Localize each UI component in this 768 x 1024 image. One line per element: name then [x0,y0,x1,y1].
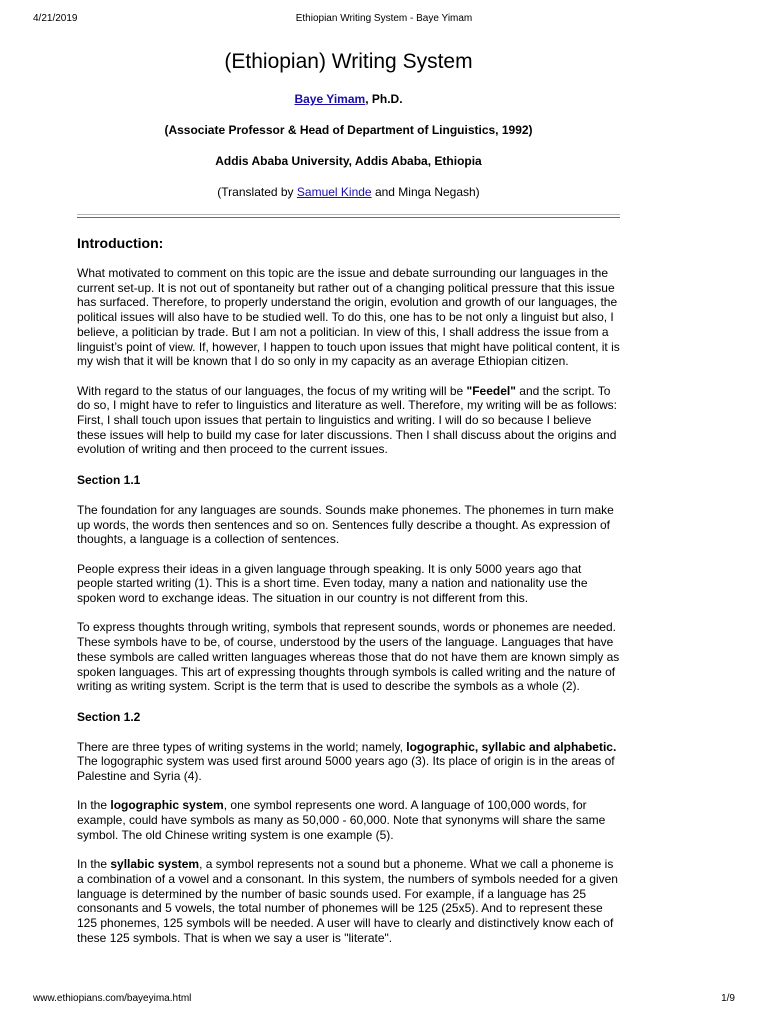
introduction-heading: Introduction: [77,235,164,251]
section-1-2-paragraph-3 [77,857,620,945]
section-1-2-paragraph-1 [77,740,620,784]
print-url: www.ethiopians.com/bayeyima.html [33,993,192,1004]
print-header [33,13,735,25]
feedel-term: "Feedel" [466,383,516,398]
intro-p2-text-a: With regard to the status of our languages, the focus of my writing will be [77,383,467,398]
section-1-2-heading: Section 1.2 [77,709,141,724]
print-footer [33,993,735,1005]
section-1-1-paragraph-1: The foundation for any languages are sounds. Sounds make phonemes. The phonemes in turn make up words, the words then sentences and so on. Sentences fully describe a thought. As expression of thoughts, a language is a collection of sentences. [77,502,614,547]
section-1-1-paragraph-3: To express thoughts through writing, symbols that represent sounds, words or phonemes are needed. These symbols have to be, of course, understood by the users of the language. Languages that have these symbols are called written languages whereas those that do not have them are known simply as spoken languages. This art of expressing thoughts through symbols is called writing and the nature of writing as writing system. Script is the term that is used to describe the symbols as a whole (2). [77,620,620,694]
intro-paragraph-1: What motivated to comment on this topic are the issue and debate surrounding our languages in the current set-up. It is not out of spontaneity but rather out of a changing political pressure that this issue has surfaced. Therefore, to properly understand the origin, evolution and growth of our languages, the political issues will also have to be studied well. To do this, one has to be not only a linguist but also, I believe, a politician by trade. But I am not a politician. In view of this, I shall address the issue from a linguist’s point of view. If, however, I happen to touch upon issues that might have political content, it is my wish that it will be known that I do so only in my capacity as an average Ethiopian citizen. [77,266,620,369]
s12-p2-text-a: In the [77,798,111,813]
translated-prefix: (Translated by [217,185,297,199]
s12-p3-text-b: , a symbol represents not a sound but a phoneme. What we call a phoneme is a combination of a vowel and a consonant. In this system, the numbers of symbols needed for a given language is determined by the number of basic sounds used. For example, if a language has 25 consonants and 5 vowels, the total number of phonemes will be 125 (25x5). And to represent these 125 phonemes, 125 symbols will be needed. A user will have to clearly and distinctively know each of these 125 symbols. That is when we say a user is "literate". [77,857,618,945]
intro-paragraph-2 [77,384,620,458]
section-1-1-heading: Section 1.1 [77,473,141,488]
s12-p3-text-a: In the [77,857,111,872]
author-position: (Associate Professor & Head of Department of Linguistics, 1992) [164,123,533,137]
section-1-1-paragraph-2: People express their ideas in a given language through speaking. It is only 5000 years ago that people started writing (1). This is a short time. Even today, many a nation and nationality use the spoken word to exchange ideas. The situation in our country is not different from this. [77,561,588,606]
horizontal-rule [77,214,620,218]
page-title: (Ethiopian) Writing System [224,50,473,73]
author-link[interactable]: Baye Yimam [294,92,366,106]
intro-p2-text-b: and the script. To do so, I might have to refer to linguistics and literature as well. Therefore, my writing will be as follows: First, I shall touch upon issues that pertain to linguistics and writing. I will do so because I believe these issues will help to build my case for later discussions. Then I shall discuss about the origins and evolution of writing and then proceed to the current issues. [77,383,618,457]
author-university: Addis Ababa University, Addis Ababa, Ethiopia [215,154,482,168]
s12-p2-text-b: , one symbol represents one word. A language of 100,000 words, for example, could have symbols as many as 50,000 - 60,000. Note that synonyms will share the same symbol. The old Chinese writing system is one example (5). [77,798,606,842]
s12-p1-text-a: There are three types of writing systems in the world; namely, [77,739,407,754]
document-page [77,48,620,945]
print-date: 4/21/2019 [33,13,78,24]
syllabic-term: syllabic system [110,857,200,872]
translated-suffix: and Minga Negash) [371,185,480,199]
logographic-term: logographic system [110,798,224,813]
author-line [77,92,620,107]
section-1-2-paragraph-2 [77,798,620,842]
print-page-number: 1/9 [721,993,735,1004]
writing-types-term: logographic, syllabic and alphabetic. [406,739,617,754]
author-suffix: , Ph.D. [365,92,403,106]
translator-link[interactable]: Samuel Kinde [296,185,372,199]
translator-line [77,185,620,200]
s12-p1-text-b: The logographic system was used first around 5000 years ago (3). Its place of origin is in the areas of Palestine and Syria (4). [77,754,615,784]
print-page-title: Ethiopian Writing System - Baye Yimam [295,13,473,24]
